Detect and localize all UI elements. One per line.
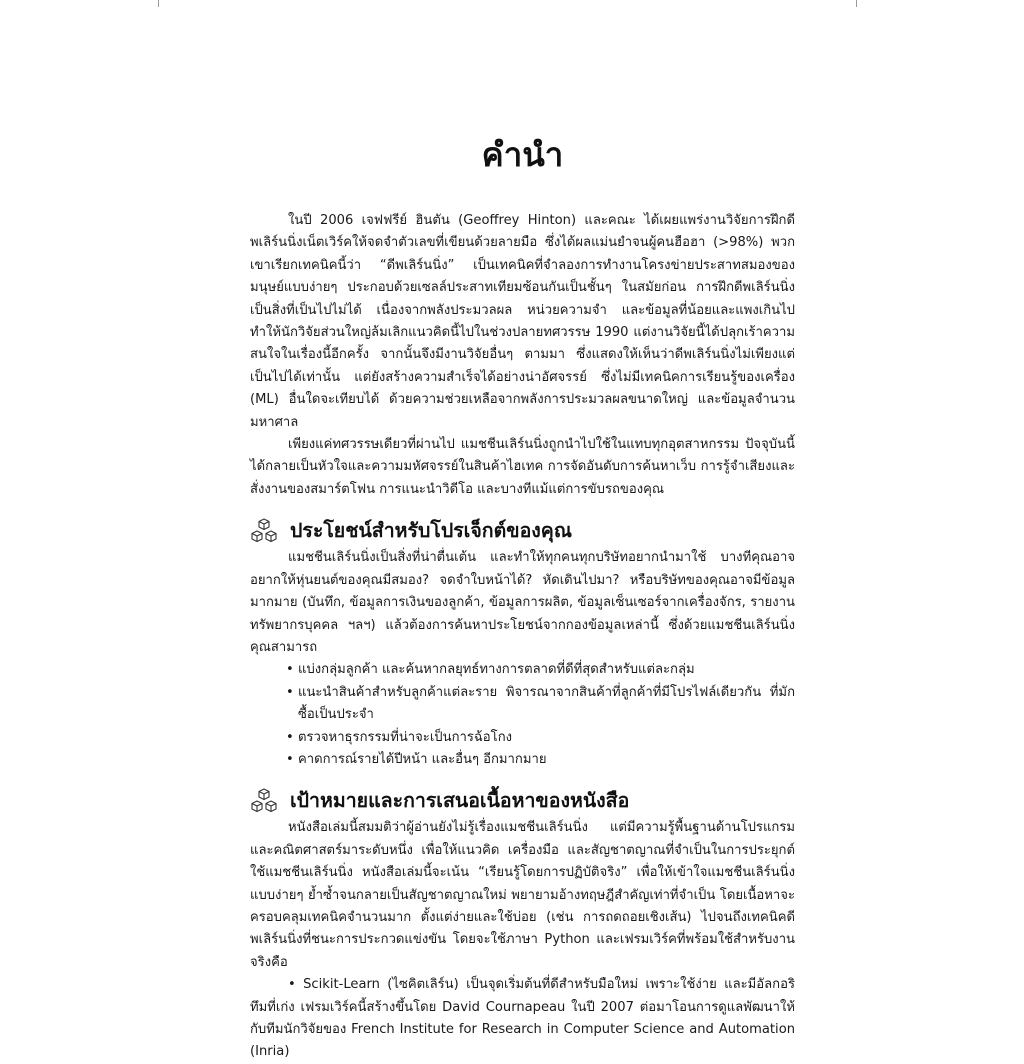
list-item: • ตรวจหาธุรกรรมที่น่าจะเป็นการฉ้อโกง <box>286 727 795 749</box>
section-heading-goals <box>250 787 795 815</box>
cubes-icon <box>250 788 278 814</box>
bullet-text: Scikit-Learn (ไซคิตเลิร์น) เป็นจุดเริ่มต้นที่ดีสำหรับมือใหม่ เพราะใช้ง่าย และมีอัลกอริทึมที่เก่ง เฟรมเวิร์คนี้สร้างขึ้นโดย David Cournapeau ในปี 2007 ต่อมาโอนการดูแลพัฒนาให้กับทีมนักวิจัยของ French Institute for Research in Computer Science and Automation (Inria) <box>250 977 795 1060</box>
section-heading-benefits <box>250 517 795 545</box>
bullet-mark: • <box>288 977 304 993</box>
page-title: คำนำ <box>481 135 564 174</box>
intro-paragraph-2: เพียงแค่ทศวรรษเดียวที่ผ่านไป แมชชีนเลิร์นนิ่งถูกนำไปใช้ในแทบทุกอุตสาหกรรม ปัจจุบันนี้ได้กลายเป็นหัวใจและความมหัศจรรย์ในสินค้าไฮเทค การจัดอันดับการค้นหาเว็บ การรู้จำเสียงและสั่งงานของสมาร์ตโฟน การแนะนำวิดีโอ และบางทีแม้แต่การขับรถของคุณ <box>250 437 795 497</box>
intro-paragraph-1: ในปี 2006 เจฟฟรีย์ ฮินตัน (Geoffrey Hinton) และคณะ ได้เผยแพร่งานวิจัยการฝึกดีพเลิร์นนิ่งเน็ตเวิร์คให้จดจำตัวเลขที่เขียนด้วยลายมือ ซึ่งได้ผลแม่นยำจนผู้คนฮือฮา (>98%) พวกเขาเรียกเทคนิคนี้ว่า “ดีพเลิร์นนิ่ง” เป็นเทคนิคที่จำลองการทำงานโครงข่ายประสาทสมองของมนุษย์แบบง่ายๆ ประกอบด้วยเซลล์ประสาทเทียมซ้อนกันเป็นชั้นๆ ในสมัยก่อน การฝึกดีพเลิร์นนิ่งเป็นสิ่งที่เป็นไปไม่ได้ เนื่องจากพลังประมวลผล หน่วยความจำ และข้อมูลที่น้อยและแพงเกินไป ทำให้นักวิจัยส่วนใหญ่ล้มเลิกแนวคิดนี้ไปในช่วงปลายทศวรรษ 1990 แต่งานวิจัยนี้ได้ปลุกเร้าความสนใจในเรื่องนี้อีกครั้ง จากนั้นจึงมีงานวิจัยอื่นๆ ตามมา ซึ่งแสดงให้เห็นว่าดีพเลิร์นนิ่งไม่เพียงแต่เป็นไปได้เท่านั้น แต่ยังสร้างความสำเร็จได้อย่างน่าอัศจรรย์ ซึ่งไม่มีเทคนิคการเรียนรู้ของเครื่อง (ML) อื่นใดจะเทียบได้ ด้วยความช่วยเหลือจากพลังการประมวลผลขนาดใหญ่ และข้อมูลจำนวนมหาศาล <box>250 213 795 430</box>
section-paragraph: หนังสือเล่มนี้สมมติว่าผู้อ่านยังไม่รู้เรื่องแมชชีนเลิร์นนิ่ง แต่มีความรู้พื้นฐานด้านโปรแกรมและคณิตศาสตร์มาระดับหนึ่ง เพื่อให้แนวคิด เครื่องมือ และสัญชาตญาณที่จำเป็นในการประยุกต์ใช้แมชชีนเลิร์นนิ่ง หนังสือเล่มนี้จะเน้น “เรียนรู้โดยการปฏิบัติจริง” เพื่อให้เข้าใจแมชชีนเลิร์นนิ่งแบบง่ายๆ ย้ำซ้ำจนกลายเป็นสัญชาตญาณใหม่ พยายามอ้างทฤษฎีสำคัญเท่าที่จำเป็น โดยเนื้อหาจะครอบคลุมเทคนิคจำนวนมาก ตั้งแต่ง่ายและใช้บ่อย (เช่น การถดถอยเชิงเส้น) ไปจนถึงเทคนิคดีพเลิร์นนิ่งที่ชนะการประกวดแข่งขัน โดยจะใช้ภาษา Python และเฟรมเวิร์คที่พร้อมใช้สำหรับงานจริงคือ <box>250 820 795 970</box>
book-page <box>250 130 795 1064</box>
section-paragraph: แมชชีนเลิร์นนิ่งเป็นสิ่งที่น่าตื่นเต้น และทำให้ทุกคนทุกบริษัทอยากนำมาใช้ บางทีคุณอาจอยากให้หุ่นยนต์ของคุณมีสมอง? จดจำใบหน้าได้? หัดเดินไปมา? หรือบริษัทของคุณอาจมีข้อมูลมากมาย (บันทึก, ข้อมูลการเงินของลูกค้า, ข้อมูลการผลิต, ข้อมูลเซ็นเซอร์จากเครื่องจักร, รายงานทรัพยากรบุคคล ฯลฯ) แล้วต้องการค้นหาประโยชน์จากกองข้อมูลเหล่านี้ ซึ่งด้วยแมชชีนเลิร์นนิ่งคุณสามารถ <box>250 550 795 655</box>
list-item: • คาดการณ์รายได้ปีหน้า และอื่นๆ อีกมากมาย <box>286 749 795 771</box>
bullet-list <box>250 659 795 771</box>
bullet-paragraph <box>250 974 795 1064</box>
list-item: • แนะนำสินค้าสำหรับลูกค้าแต่ละราย พิจารณาจากสินค้าที่ลูกค้าที่มีโปรไฟล์เดียวกัน ที่มักซื้อเป็นประจำ <box>286 682 795 727</box>
cubes-icon <box>250 518 278 544</box>
list-item: • แบ่งกลุ่มลูกค้า และค้นหากลยุทธ์ทางการตลาดที่ดีที่สุดสำหรับแต่ละกลุ่ม <box>286 659 795 681</box>
crop-mark-right <box>856 0 857 7</box>
section-title: เป้าหมายและการเสนอเนื้อหาของหนังสือ <box>290 789 630 813</box>
crop-mark-left <box>158 0 159 7</box>
section-title: ประโยชน์สำหรับโปรเจ็กต์ของคุณ <box>290 519 572 543</box>
